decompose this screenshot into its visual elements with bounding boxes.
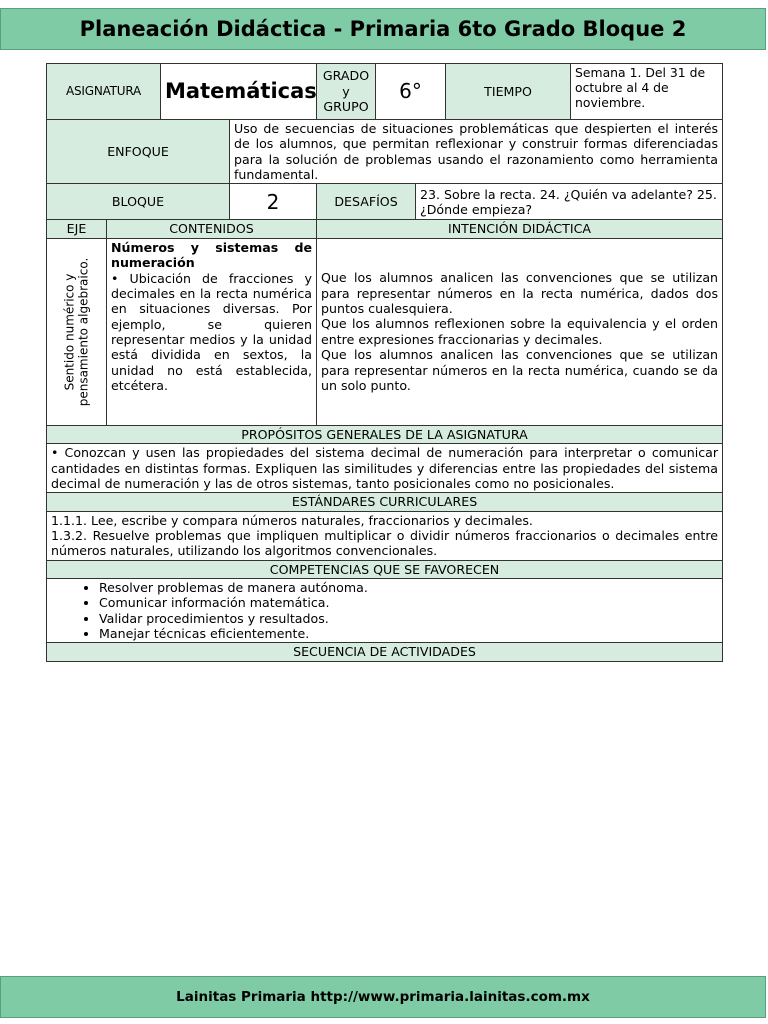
propositos-text: • Conozcan y usen las propiedades del sistema decimal de numeración para interpretar o comunicar cantidades en distintas formas. Expliquen las similitudes y diferencias entre las propiedades del sistema decimal de numeración y las de otros sistemas, tanto posicionales como no posicionales. xyxy=(47,444,723,493)
planning-table xyxy=(46,63,723,662)
competencia-item: • Validar procedimientos y resultados. xyxy=(99,611,718,626)
propositos-row xyxy=(47,444,723,493)
estandares-cell xyxy=(47,511,723,560)
column-headings-row xyxy=(47,220,723,238)
desafios-text: 23. Sobre la recta. 24. ¿Quién va adelante? 25. ¿Dónde empieza? xyxy=(416,184,723,220)
page-title: Planeación Didáctica - Primaria 6to Grado Bloque 2 xyxy=(0,8,766,50)
intencion-item: Que los alumnos analicen las convenciones que se utilizan para representar números en la recta numérica, dados dos puntos cualesquiera. xyxy=(321,270,719,317)
competencia-item: • Comunicar información matemática. xyxy=(99,595,718,610)
content-row xyxy=(47,238,723,425)
estandares-title: ESTÁNDARES CURRICULARES xyxy=(47,493,723,511)
secuencia-title: SECUENCIA DE ACTIVIDADES xyxy=(47,643,723,661)
enfoque-row xyxy=(47,120,723,184)
eje-cell xyxy=(47,238,107,425)
intencion-heading: INTENCIÓN DIDÁCTICA xyxy=(317,220,723,238)
eje-text: Sentido numérico y pensamiento algebraico. xyxy=(62,257,91,407)
competencia-item: • Resolver problemas de manera autónoma. xyxy=(99,580,718,595)
contenidos-title: Números y sistemas de numeración xyxy=(111,239,313,271)
enfoque-text: Uso de secuencias de situaciones problemáticas que despierten el interés de los alumnos, que permitan reflexionar y construir formas diferenciadas para la solución de problemas usando el razonamiento como herramienta fundamental. xyxy=(230,120,723,184)
tiempo-value: Semana 1. Del 31 de octubre al 4 de noviembre. xyxy=(571,64,723,120)
contenidos-heading: CONTENIDOS xyxy=(107,220,317,238)
estandares-row xyxy=(47,511,723,560)
estandar-item: 1.3.2. Resuelve problemas que impliquen multiplicar o dividir números fraccionarios o decimales entre números naturales, utilizando los algoritmos convencionales. xyxy=(51,527,719,559)
subject-row xyxy=(47,64,723,120)
secuencia-heading-row xyxy=(47,643,723,661)
competencias-row xyxy=(47,579,723,643)
bloque-row xyxy=(47,184,723,220)
grado-label: GRADO y GRUPO xyxy=(317,64,376,120)
contenidos-cell xyxy=(107,238,317,425)
enfoque-label: ENFOQUE xyxy=(47,120,230,184)
grado-value: 6° xyxy=(376,64,446,120)
contenidos-text: • Ubicación de fracciones y decimales en la recta numérica en situaciones diversas. Por ejemplo, se quieren representar medios y la unidad está dividida en sextos, la unidad no está establecida, etcétera. xyxy=(111,270,313,394)
footer-banner: Lainitas Primaria http://www.primaria.lainitas.com.mx xyxy=(0,976,766,1018)
competencias-cell xyxy=(47,579,723,643)
intencion-cell xyxy=(317,238,723,425)
tiempo-label: TIEMPO xyxy=(446,64,571,120)
estandares-heading-row xyxy=(47,493,723,511)
intencion-item: Que los alumnos reflexionen sobre la equivalencia y el orden entre expresiones fraccionarias y decimales. xyxy=(321,316,719,347)
estandar-item: 1.1.1. Lee, escribe y compara números naturales, fraccionarios y decimales. xyxy=(51,512,533,528)
intencion-item: Que los alumnos analicen las convenciones que se utilizan para representar números en la recta numérica, cuando se da un solo punto. xyxy=(321,347,719,393)
bloque-value: 2 xyxy=(230,184,317,220)
asignatura-label: ASIGNATURA xyxy=(47,64,161,120)
competencias-list xyxy=(51,580,718,641)
asignatura-value: Matemáticas xyxy=(161,64,317,120)
propositos-heading-row xyxy=(47,425,723,443)
desafios-label: DESAFÍOS xyxy=(317,184,416,220)
competencias-title: COMPETENCIAS QUE SE FAVORECEN xyxy=(47,560,723,578)
competencias-heading-row xyxy=(47,560,723,578)
bloque-label: BLOQUE xyxy=(47,184,230,220)
eje-heading: EJE xyxy=(47,220,107,238)
competencia-item: • Manejar técnicas eficientemente. xyxy=(99,626,718,641)
propositos-title: PROPÓSITOS GENERALES DE LA ASIGNATURA xyxy=(47,425,723,443)
